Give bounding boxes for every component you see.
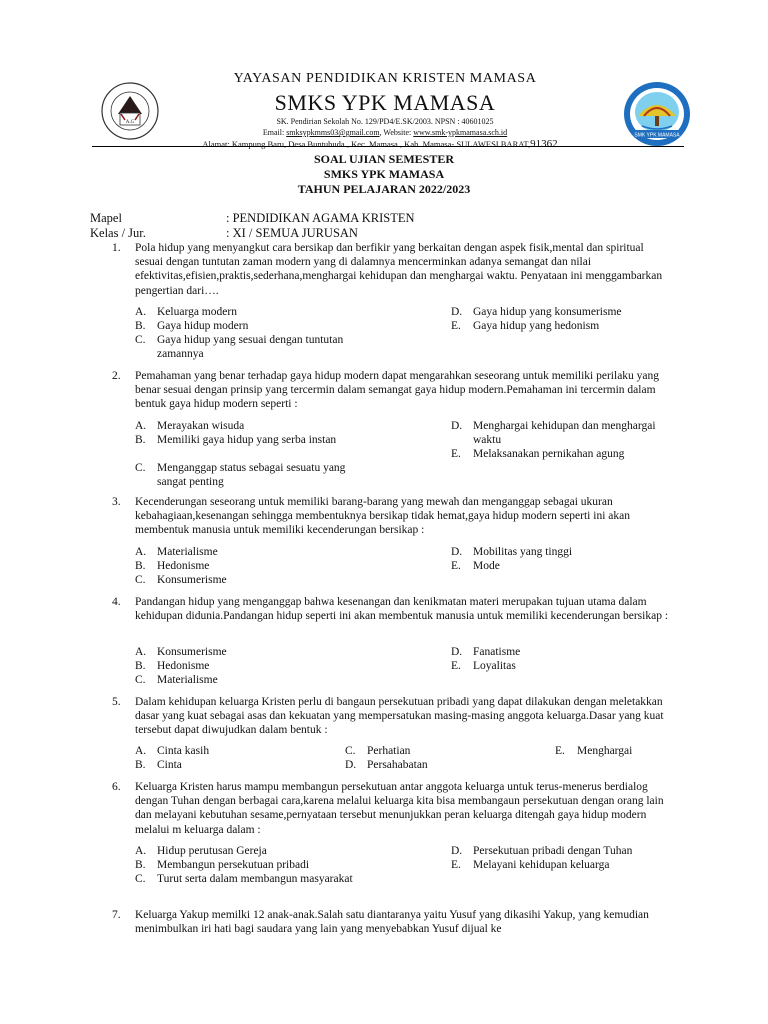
question-number: 1.: [112, 242, 121, 254]
exam-school: SMKS YPK MAMASA: [323, 167, 445, 181]
postcode: 91362: [530, 138, 558, 150]
meta-key: Kelas / Jur.: [90, 226, 146, 240]
option-d[interactable]: D. Persahabatan: [345, 759, 428, 771]
question-text: Kecenderungan seseorang untuk memiliki barang-barang yang mewah dan menganggap sebagai ukuran kebahagiaan,kesenangan sehingga membentuknya bersikap tidak hemat,gaya hidup modern seperti ini akan membentuk manusia untuk memiliki kecenderungan bersikap :: [135, 496, 630, 537]
meta-class: [90, 226, 358, 241]
sk-line: SK. Pendirian Sekolah No. 129/PD4/E.SK/2003. NPSN : 40601025: [276, 117, 494, 126]
question-4: [112, 595, 672, 623]
email-link[interactable]: smksypkmms03@gmail.com: [286, 128, 380, 137]
exam-year: TAHUN PELAJARAN 2022/2023: [297, 182, 471, 196]
question-number: 5.: [112, 696, 121, 708]
email-label: Email:: [262, 128, 287, 137]
meta-value: : XI / SEMUA JURUSAN: [226, 226, 358, 240]
question-text: Keluarga Yakup memilki 12 anak-anak.Salah satu diantaranya yaitu Yusuf yang dikasihi Yakup, yang kemudian menimbulkan iri hati bagi saudara yang lain yang menyebabkan Yusuf dijual ke: [135, 909, 649, 936]
question-number: 2.: [112, 370, 121, 382]
option-b[interactable]: B. Memiliki gaya hidup yang serba instan: [135, 434, 337, 446]
option-e[interactable]: E. Gaya hidup yang hedonism: [451, 320, 600, 332]
option-d[interactable]: D. Persekutuan pribadi dengan Tuhan: [451, 845, 633, 857]
school-name: SMKS YPK MAMASA: [274, 90, 496, 115]
option-e[interactable]: E. Mode: [451, 560, 500, 572]
letterhead: [150, 70, 620, 150]
question-7: [112, 908, 672, 936]
option-e[interactable]: E. Melayani kehidupan keluarga: [451, 859, 610, 871]
question-number: 7.: [112, 909, 121, 921]
question-3: [112, 495, 672, 538]
contact-line: [150, 127, 620, 138]
right-logo-label: SMK YPK MAMASA: [634, 132, 680, 139]
question-text: Pandangan hidup yang menganggap bahwa kesenangan dan kenikmatan materi merupakan tujuan utama dalam kehidupan didunia.Pandangan hidup seperti ini akan membentuk manusia untuk memiliki kecenderungan bersikap :: [135, 596, 669, 623]
meta-subject: [90, 211, 415, 226]
meta-value: : PENDIDIKAN AGAMA KRISTEN: [226, 211, 415, 225]
option-b[interactable]: B. Hedonisme: [135, 560, 210, 572]
option-d[interactable]: D. Gaya hidup yang konsumerisme: [451, 306, 622, 318]
question-text: Pola hidup yang menyangkut cara bersikap dan berfikir yang berkaitan dengan aspek fisik,mental dan spiritual sesuai dengan tuntutan zaman modern yang di dalamnya mencerminkan adanya semangat dan nilai efektivitas,efisien,praktis,sederhana,menghargai kehidupan dan menghargai waktu. Penyataan ini menggambarkan pengertian dari….: [135, 242, 663, 297]
question-2: [112, 369, 672, 412]
option-c[interactable]: C. Konsumerisme: [135, 574, 227, 586]
option-c[interactable]: C. Menganggap status sebagai sesuatu yang sangat penting: [135, 462, 346, 489]
address-line: [140, 138, 620, 150]
address-text: Alamat: Kampung Baru, Desa Buntubuda , Kec. Mamasa , Kab. Mamasa- SULAWESI BARAT,: [202, 139, 531, 149]
left-logo-mark: A.G: [125, 120, 135, 125]
exam-title: SOAL UJIAN SEMESTER: [313, 152, 455, 166]
question-6: [112, 780, 672, 837]
school-logo-icon: [622, 80, 692, 148]
question-number: 3.: [112, 496, 121, 508]
header-divider: [92, 146, 684, 147]
option-a[interactable]: A. Hidup perutusan Gereja: [135, 845, 267, 857]
option-a[interactable]: A. Merayakan wisuda: [135, 420, 245, 432]
option-b[interactable]: B. Membangun persekutuan pribadi: [135, 859, 310, 871]
option-d[interactable]: D. Fanatisme: [451, 646, 521, 658]
option-d[interactable]: D. Mobilitas yang tinggi: [451, 546, 573, 558]
option-a[interactable]: A. Materialisme: [135, 546, 218, 558]
option-c[interactable]: C. Turut serta dalam membangun masyarakat: [135, 873, 353, 885]
question-text: Pemahaman yang benar terhadap gaya hidup modern dapat mengarahkan seseorang untuk memiliki perilaku yang benar sesuai dengan prinsip yang tercermin dalam semangat gaya hidup modern.Pemahaman ini tercermin dalam bentuk gaya hidup modern seperti :: [135, 370, 660, 411]
question-number: 4.: [112, 596, 121, 608]
question-number: 6.: [112, 781, 121, 793]
option-a[interactable]: A. Cinta kasih: [135, 745, 210, 757]
question-1: [112, 241, 672, 298]
option-e[interactable]: E. Melaksanakan pernikahan agung: [451, 448, 625, 460]
option-c[interactable]: C. Perhatian: [345, 745, 411, 757]
option-b[interactable]: B. Hedonisme: [135, 660, 210, 672]
question-5: [112, 695, 672, 738]
option-a[interactable]: A. Keluarga modern: [135, 306, 237, 318]
meta-key: Mapel: [90, 211, 122, 225]
option-c[interactable]: C. Materialisme: [135, 674, 218, 686]
option-a[interactable]: A. Konsumerisme: [135, 646, 227, 658]
foundation-name: YAYASAN PENDIDIKAN KRISTEN MAMASA: [233, 71, 537, 86]
question-text: Keluarga Kristen harus mampu membangun persekutuan antar anggota keluarga untuk terus-menerus berdialog dengan Tuhan dengan berbagai cara,karena melalui keluarga kita bisa membangaun persekutuan dengan orang lain dan melayani kebutuhan sesame,pernyataan tersebut menunjukkan peran keluarga ditengah gaya hidup modern melalui m keluarga dalam :: [135, 781, 664, 836]
option-b[interactable]: B. Gaya hidup modern: [135, 320, 249, 332]
question-text: Dalam kehidupan keluarga Kristen perlu di bangaun persekutuan pribadi yang dapat dilakukan dengan meletakkan dasar yang kuat sebagai asas dan kekuatan yang mempersatukan masing-masing anggota keluarga.Dasar yang kuat tersebut dapat diwujudkan dalam bentuk :: [135, 696, 664, 737]
option-b[interactable]: B. Cinta: [135, 759, 182, 771]
website-link[interactable]: www.smk-ypkmamasa.sch.id: [413, 128, 508, 137]
option-c[interactable]: C. Gaya hidup yang sesuai dengan tuntutan zamannya: [135, 334, 344, 361]
option-e[interactable]: E. Loyalitas: [451, 660, 516, 672]
website-label: , Website:: [379, 128, 414, 137]
option-d[interactable]: D. Menghargai kehidupan dan menghargai waktu: [451, 420, 656, 447]
option-e[interactable]: E. Menghargai: [555, 745, 633, 757]
